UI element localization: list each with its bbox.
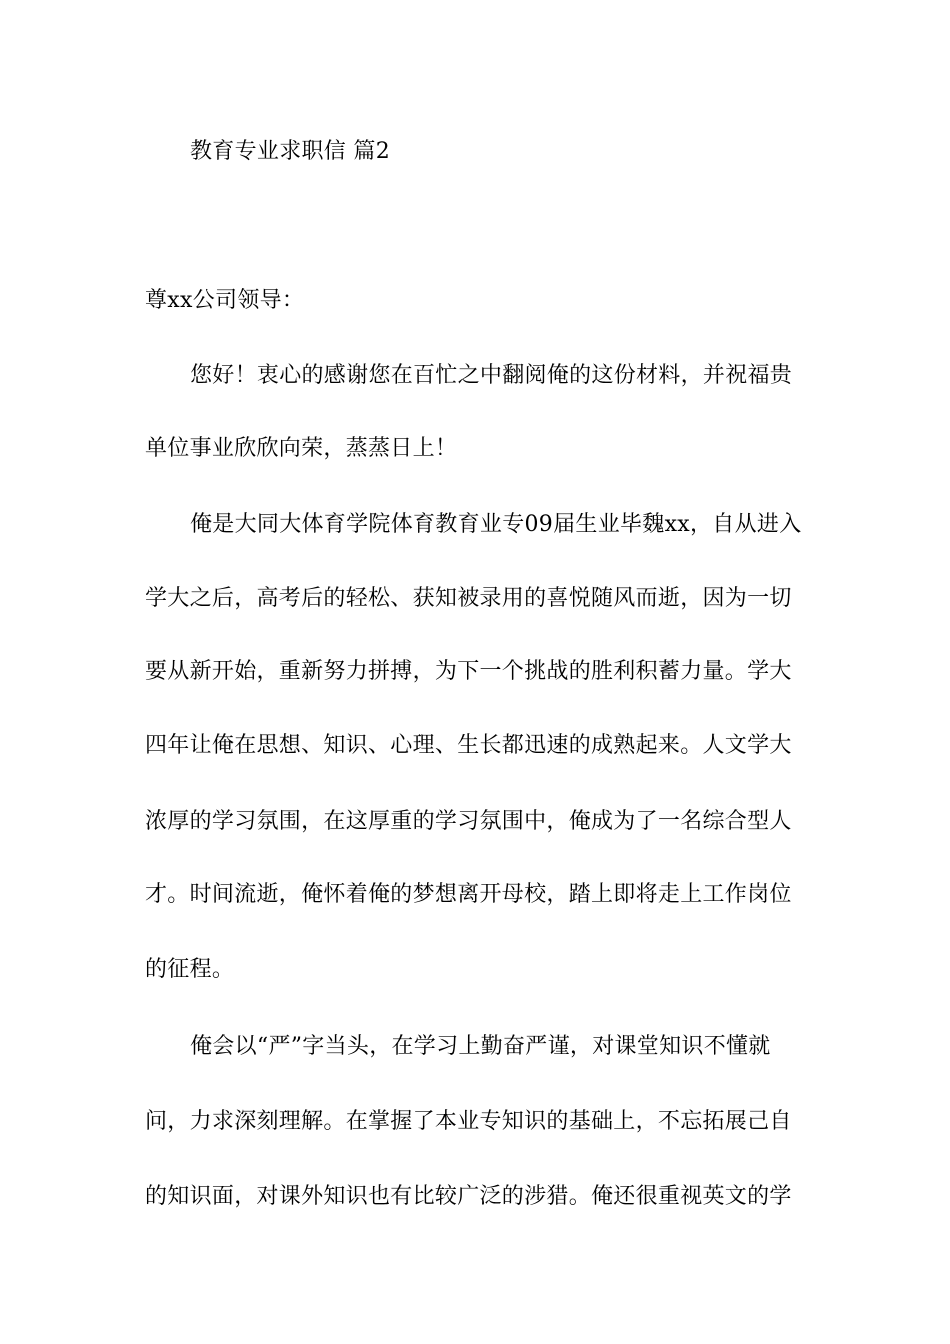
paragraph-line: 才。时间流逝，俺怀着俺的梦想离开母校，踏上即将走上工作岗位 [145,882,792,907]
paragraph-line: 俺是大同大体育学院体育教育业专09届生业毕魏xx，自从进入 [190,512,802,537]
paragraph-line: 的知识面，对课外知识也有比较广泛的涉猎。俺还很重视英文的学 [145,1184,792,1209]
paragraph-line: 问，力求深刻理解。在掌握了本业专知识的基础上，不忘拓展己自 [145,1109,792,1134]
paragraph-line: 单位事业欣欣向荣，蒸蒸日上！ [145,436,458,461]
paragraph-line: 的征程。 [145,957,235,982]
paragraph-line: 您好！衷心的感谢您在百忙之中翻阅俺的这份材料，并祝福贵 [190,363,793,388]
salutation: 尊xx公司领导： [145,288,305,313]
paragraph-line: 俺会以“严”字当头，在学习上勤奋严谨，对课堂知识不懂就 [190,1034,771,1059]
document-title: 教育专业求职信 篇2 [190,139,390,164]
paragraph-line: 四年让俺在思想、知识、心理、生长都迅速的成熟起来。人文学大 [145,733,792,758]
paragraph-line: 要从新开始，重新努力拼搏，为下一个挑战的胜利积蓄力量。学大 [145,659,792,684]
paragraph-line: 学大之后，高考后的轻松、获知被录用的喜悦随风而逝，因为一切 [145,586,792,611]
paragraph-line: 浓厚的学习氛围，在这厚重的学习氛围中，俺成为了一名综合型人 [145,809,792,834]
